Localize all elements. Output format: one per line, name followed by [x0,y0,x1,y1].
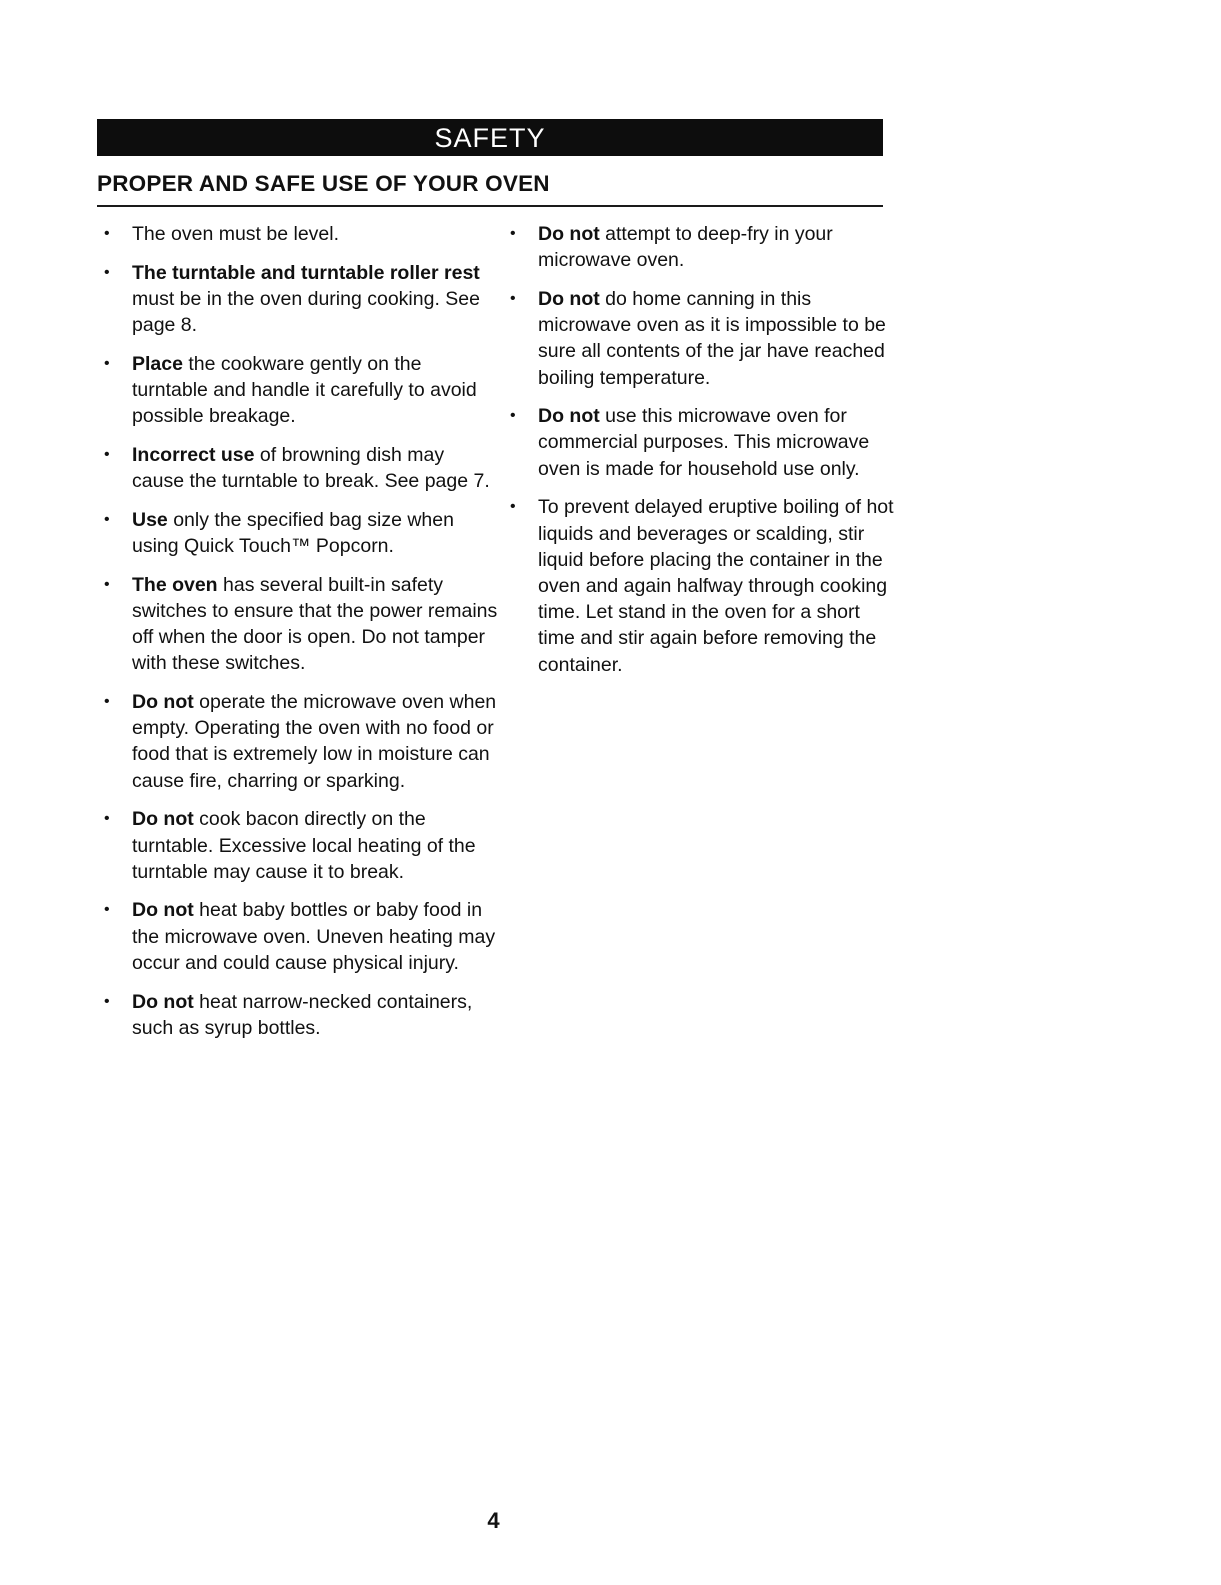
list-item [104,260,499,339]
list-item [104,689,499,794]
item-text: To prevent delayed eruptive boiling of hot liquids and beverages or scalding, stir liquid before placing the container in the oven and again halfway through cooking time. Let stand in the oven for a short time and stir again before removing the container. [538,496,894,676]
item-text: use this microwave oven for commercial purposes. This microwave oven is made for household use only. [538,405,870,480]
banner-title: SAFETY [434,123,546,153]
item-text: The oven must be level. [132,223,340,245]
item-text: do home canning in this microwave oven as it is impossible to be sure all contents of the jar have reached boiling temperature. [538,287,886,389]
list-item [510,494,895,677]
safety-banner [97,119,883,156]
item-text: the cookware gently on the turntable and handle it carefully to avoid possible breakage. [132,352,477,428]
list-item [104,806,499,885]
item-text: heat narrow-necked containers, such as syrup bottles. [132,990,473,1039]
list-item [104,442,499,494]
list-item [510,286,895,391]
list-item [104,897,499,976]
item-bold-lead: Place [132,352,183,375]
page-number: 4 [487,1508,500,1533]
list-item [104,351,499,430]
item-text: must be in the oven during cooking. See page 8. [132,287,480,337]
item-bold-lead: Do not [132,899,194,922]
list-item [104,989,499,1041]
item-bold-lead: Do not [132,691,194,714]
right-column [510,221,895,690]
list-item [104,507,499,559]
list-item [510,403,895,482]
section-heading: PROPER AND SAFE USE OF YOUR OVEN [97,171,550,196]
item-text: operate the microwave oven when empty. Operating the oven with no food or food that is extremely low in moisture can cause fire, charring or sparking. [132,691,497,792]
item-text: has several built-in safety switches to ensure that the power remains off when the door is open. Do not tamper with these switches. [132,573,498,675]
item-bold-lead: Incorrect use [132,443,255,466]
item-bold-lead: The oven [132,573,218,596]
item-bold-lead: Use [132,508,168,531]
heading-divider [97,205,883,207]
item-text: attempt to deep-fry in your microwave oven. [538,223,833,272]
item-text: of browning dish may cause the turntable to break. See page 7. [132,443,490,493]
item-text: cook bacon directly on the turntable. Excessive local heating of the turntable may cause it to break. [132,808,476,883]
left-bullet-list [104,221,499,1041]
item-bold-lead: Do not [538,223,600,245]
item-bold-lead: Do not [132,990,194,1013]
item-text: only the specified bag size when using Quick Touch™ Popcorn. [132,508,454,558]
item-bold-lead: The turntable and turntable roller rest [132,261,480,284]
list-item [510,221,895,273]
right-bullet-list [510,221,895,678]
list-item [104,572,499,677]
list-item [104,221,499,247]
item-bold-lead: Do not [538,405,600,428]
item-bold-lead: Do not [538,287,600,310]
left-column [104,221,499,1053]
item-bold-lead: Do not [132,808,194,831]
item-text: heat baby bottles or baby food in the microwave oven. Uneven heating may occur and could cause physical injury. [132,899,496,974]
